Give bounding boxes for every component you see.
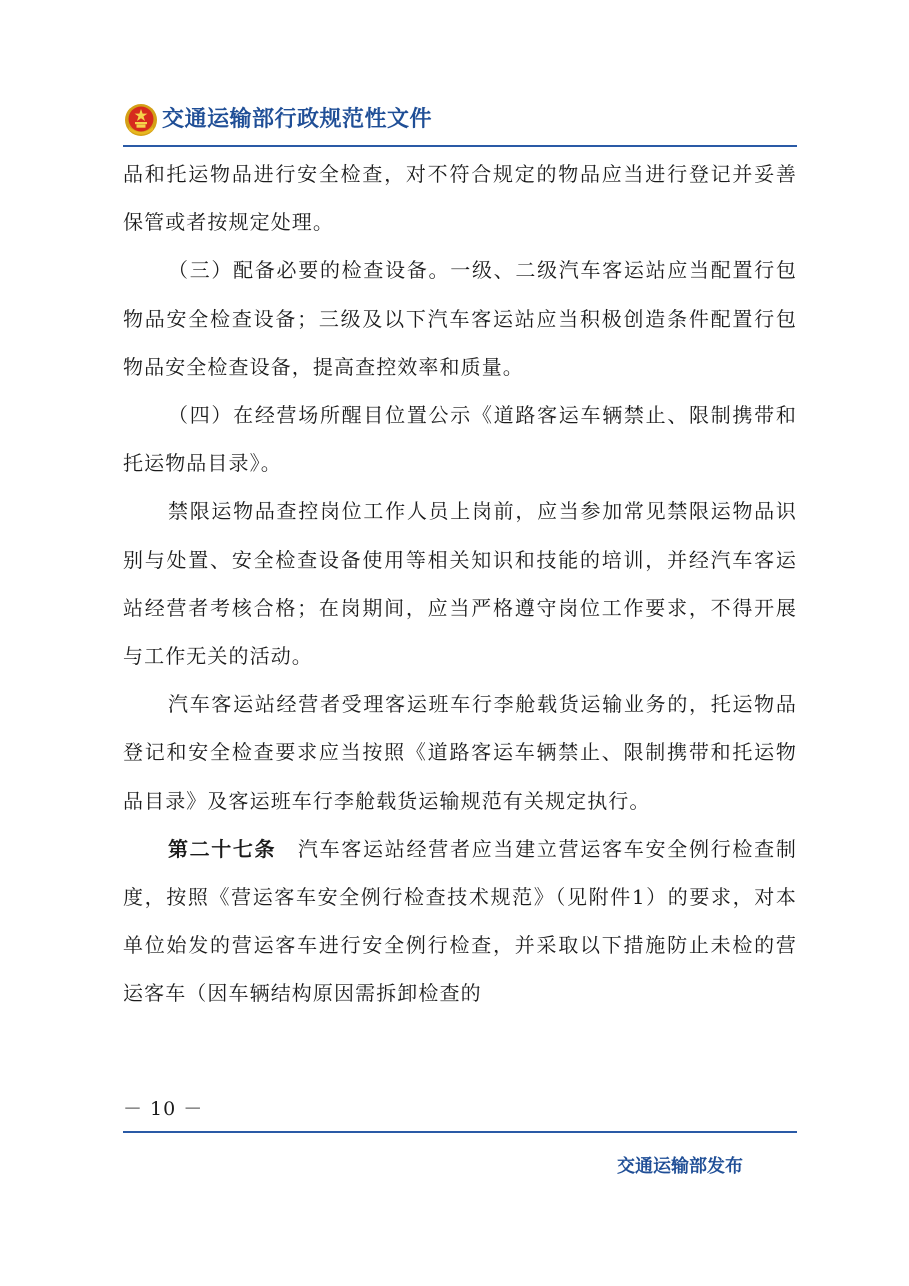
footer-divider bbox=[123, 1131, 797, 1133]
paragraph-luggage-cargo: 汽车客运站经营者受理客运班车行李舱载货运输业务的，托运物品登记和安全检查要求应当按照《道路客运车辆禁止、限制携带和托运物品目录》及客运班车行李舱载货运输规范有关规定执行。 bbox=[123, 692, 797, 813]
paragraph-staff-training: 禁限运物品查控岗位工作人员上岗前，应当参加常见禁限运物品识别与处置、安全检查设备使用等相关知识和技能的培训，并经汽车客运站经营者考核合格；在岗期间，应当严格遵守岗位工作要求，不得开展与工作无关的活动。 bbox=[123, 499, 797, 669]
article-heading: 第二十七条 bbox=[168, 836, 277, 861]
paragraph-item-4: （四）在经营场所醒目位置公示《道路客运车辆禁止、限制携带和托运物品目录》。 bbox=[123, 403, 797, 476]
header-divider bbox=[123, 145, 797, 147]
header-title: 交通运输部行政规范性文件 bbox=[162, 107, 433, 132]
page-number: － 10 － bbox=[123, 1098, 204, 1120]
article-27-text: 汽车客运站经营者应当建立营运客车安全例行检查制度，按照《营运客车安全例行检查技术规范》（见附件1）的要求，对本单位始发的营运客车进行安全例行检查，并采取以下措施防止未检的营运客车（因车辆结构原因需拆卸检查的 bbox=[123, 836, 797, 1006]
document-header bbox=[124, 100, 432, 140]
document-body bbox=[123, 150, 797, 1018]
paragraph-article-27 bbox=[123, 825, 797, 1018]
paragraph-continuation: 品和托运物品进行安全检查，对不符合规定的物品应当进行登记并妥善保管或者按规定处理。 bbox=[123, 162, 797, 235]
national-emblem-icon bbox=[124, 103, 158, 137]
paragraph-item-3: （三）配备必要的检查设备。一级、二级汽车客运站应当配置行包物品安全检查设备；三级及以下汽车客运站应当积极创造条件配置行包物品安全检查设备，提高查控效率和质量。 bbox=[123, 258, 797, 379]
footer-publisher: 交通运输部发布 bbox=[617, 1156, 743, 1177]
